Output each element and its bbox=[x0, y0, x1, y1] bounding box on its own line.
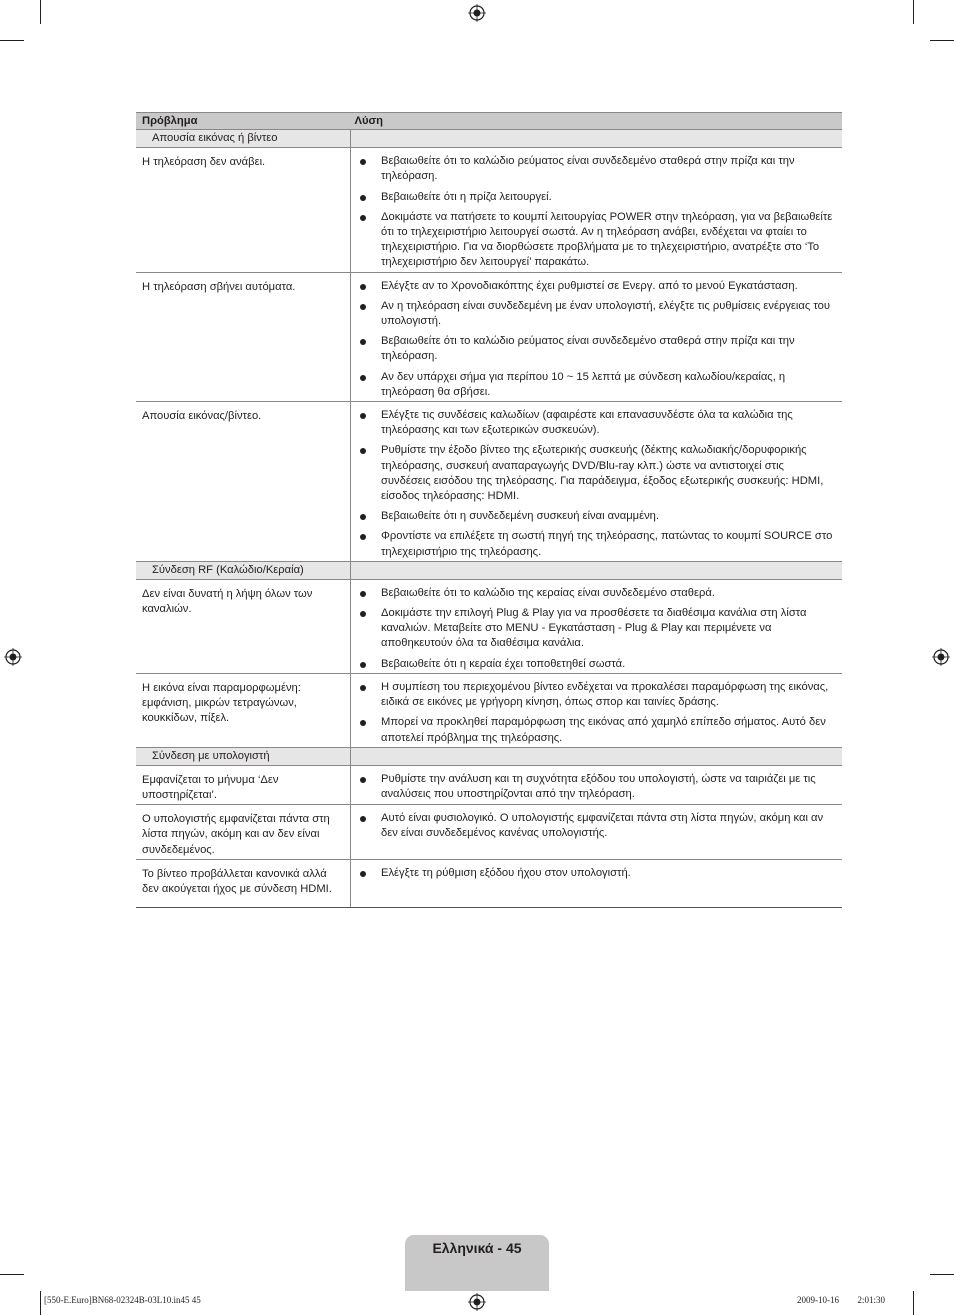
solution-item: Η συμπίεση του περιεχομένου βίντεο ενδέχεται να προκαλέσει παραμόρφωση της εικόνας, ειδικά σε εικόνες με γρήγορη κίνηση, όπως σπορ και ταινίες δράσης. bbox=[355, 680, 838, 710]
section-title: Σύνδεση με υπολογιστή bbox=[136, 747, 351, 765]
table-row bbox=[136, 148, 842, 272]
page-number: Ελληνικά - 45 bbox=[432, 1240, 522, 1256]
solution-item: Ελέγξτε τις συνδέσεις καλωδίων (αφαιρέστε και επανασυνδέστε όλα τα καλώδια της τηλεόρασης και των εξωτερικών συσκευών). bbox=[355, 408, 838, 438]
solution-item: Φροντίστε να επιλέξετε τη σωστή πηγή της τηλεόρασης, πατώντας το κουμπί SOURCE στο τηλεχειριστήριο της τηλεόρασης. bbox=[355, 529, 838, 559]
problem-cell: Η εικόνα είναι παραμορφωμένη: εμφάνιση, μικρών τετραγώνων, κουκκίδων, πίξελ. bbox=[136, 673, 351, 747]
solution-item: Μπορεί να προκληθεί παραμόρφωση της εικόνας από χαμηλό επίπεδο σήματος. Αυτό δεν αποτελεί πρόβλημα της τηλεόρασης. bbox=[355, 715, 838, 745]
table-row bbox=[136, 272, 842, 401]
solution-cell bbox=[351, 148, 843, 272]
solution-item: Ρυθμίστε την ανάλυση και τη συχνότητα εξόδου του υπολογιστή, ώστε να ταιριάζει με τις αναλύσεις που υποστηρίζονται από την τηλεόραση. bbox=[355, 772, 838, 802]
crop-mark bbox=[913, 0, 914, 24]
solution-cell bbox=[351, 859, 843, 907]
registration-mark-icon bbox=[468, 1293, 486, 1311]
crop-mark bbox=[40, 1291, 41, 1315]
section-row bbox=[136, 130, 842, 148]
solution-cell bbox=[351, 272, 843, 401]
solution-cell bbox=[351, 579, 843, 673]
solution-item: Βεβαιωθείτε ότι το καλώδιο ρεύματος είναι συνδεδεμένο σταθερά στην πρίζα και την τηλεόραση. bbox=[355, 334, 838, 364]
table-header-row bbox=[136, 113, 842, 130]
table-row bbox=[136, 765, 842, 804]
section-row bbox=[136, 561, 842, 579]
solution-item: Δοκιμάστε την επιλογή Plug & Play για να προσθέσετε τα διαθέσιμα κανάλια στη λίστα καναλιών. Μεταβείτε στο MENU - Εγκατάσταση - Plug & Play και περιμένετε να αποθηκευτούν όλα τα διαθέσιμα κανάλια. bbox=[355, 606, 838, 652]
crop-mark bbox=[0, 40, 24, 41]
solution-item: Ελέγξτε τη ρύθμιση εξόδου ήχου στον υπολογιστή. bbox=[355, 866, 838, 881]
page-number-tab bbox=[405, 1235, 549, 1291]
table-row bbox=[136, 805, 842, 860]
solution-cell bbox=[351, 402, 843, 562]
crop-mark bbox=[913, 1291, 914, 1315]
troubleshooting-table bbox=[136, 112, 842, 908]
crop-mark bbox=[40, 0, 41, 24]
table-row bbox=[136, 402, 842, 562]
problem-cell: Δεν είναι δυνατή η λήψη όλων των καναλιών. bbox=[136, 579, 351, 673]
problem-cell: Η τηλεόραση δεν ανάβει. bbox=[136, 148, 351, 272]
section-title: Σύνδεση RF (Καλώδιο/Κεραία) bbox=[136, 561, 351, 579]
solution-item: Βεβαιωθείτε ότι το καλώδιο ρεύματος είναι συνδεδεμένο σταθερά στην πρίζα και την τηλεόραση. bbox=[355, 154, 838, 184]
problem-cell: Το βίντεο προβάλλεται κανονικά αλλά δεν ακούγεται ήχος με σύνδεση HDMI. bbox=[136, 859, 351, 907]
solution-cell bbox=[351, 765, 843, 804]
solution-item: Δοκιμάστε να πατήσετε το κουμπί λειτουργίας POWER στην τηλεόραση, για να βεβαιωθείτε ότι το τηλεχειριστήριο λειτουργεί σωστά. Αν η τηλεόραση ανάβει, ενδέχεται να φταίει το τηλεχειριστήριο. Για να διορθώσετε προβλήματα με το τηλεχειριστήριο, ανατρέξτε στο ‘Το τηλεχειριστήριο δεν λειτουργεί’ παρακάτω. bbox=[355, 210, 838, 271]
registration-mark-icon bbox=[468, 4, 486, 22]
solution-item: Αν η τηλεόραση είναι συνδεδεμένη με έναν υπολογιστή, ελέγξτε τις ρυθμίσεις ενέργειας του υπολογιστή. bbox=[355, 299, 838, 329]
registration-mark-icon bbox=[4, 648, 22, 666]
table-row bbox=[136, 859, 842, 907]
header-problem: Πρόβλημα bbox=[136, 113, 351, 130]
solution-cell bbox=[351, 673, 843, 747]
solution-item: Αν δεν υπάρχει σήμα για περίπου 10 ~ 15 λεπτά με σύνδεση καλωδίου/κεραίας, η τηλεόραση θα σβήσει. bbox=[355, 370, 838, 400]
problem-cell: Εμφανίζεται το μήνυμα ‘Δεν υποστηρίζεται’. bbox=[136, 765, 351, 804]
crop-mark bbox=[0, 1274, 24, 1275]
problem-cell: Η τηλεόραση σβήνει αυτόματα. bbox=[136, 272, 351, 401]
solution-item: Βεβαιωθείτε ότι η πρίζα λειτουργεί. bbox=[355, 190, 838, 205]
print-slug-left: [550-E.Euro]BN68-02324B-03L10.in45 45 bbox=[44, 1295, 201, 1305]
section-row bbox=[136, 747, 842, 765]
problem-cell: Απουσία εικόνας/βίντεο. bbox=[136, 402, 351, 562]
section-title: Απουσία εικόνας ή βίντεο bbox=[136, 130, 351, 148]
print-slug-right: 2009-10-16 ￿￿ 2:01:30 bbox=[797, 1295, 885, 1305]
table-row bbox=[136, 673, 842, 747]
header-solution: Λύση bbox=[351, 113, 843, 130]
solution-item: Ελέγξτε αν το Χρονοδιακόπτης έχει ρυθμιστεί σε Ενεργ. από το μενού Εγκατάσταση. bbox=[355, 279, 838, 294]
solution-item: Αυτό είναι φυσιολογικό. Ο υπολογιστής εμφανίζεται πάντα στη λίστα πηγών, ακόμη και αν δεν είναι συνδεδεμένος κανένας υπολογιστής. bbox=[355, 811, 838, 841]
solution-item: Βεβαιωθείτε ότι η κεραία έχει τοποθετηθεί σωστά. bbox=[355, 657, 838, 672]
problem-cell: Ο υπολογιστής εμφανίζεται πάντα στη λίστα πηγών, ακόμη και αν δεν είναι συνδεδεμένος. bbox=[136, 805, 351, 860]
solution-cell bbox=[351, 805, 843, 860]
table-row bbox=[136, 579, 842, 673]
registration-mark-icon bbox=[932, 648, 950, 666]
solution-item: Βεβαιωθείτε ότι η συνδεδεμένη συσκευή είναι αναμμένη. bbox=[355, 509, 838, 524]
crop-mark bbox=[930, 1274, 954, 1275]
crop-mark bbox=[930, 40, 954, 41]
solution-item: Βεβαιωθείτε ότι το καλώδιο της κεραίας είναι συνδεδεμένο σταθερά. bbox=[355, 586, 838, 601]
solution-item: Ρυθμίστε την έξοδο βίντεο της εξωτερικής συσκευής (δέκτης καλωδιακής/δορυφορικής τηλεόρασης, συσκευή αναπαραγωγής DVD/Blu-ray κλπ.) ώστε να αντιστοιχεί στις συνδέσεις εισόδου της τηλεόρασης. Για παράδειγμα, έξοδος εξωτερικής συσκευής: HDMI, είσοδος τηλεόρασης: HDMI. bbox=[355, 443, 838, 504]
